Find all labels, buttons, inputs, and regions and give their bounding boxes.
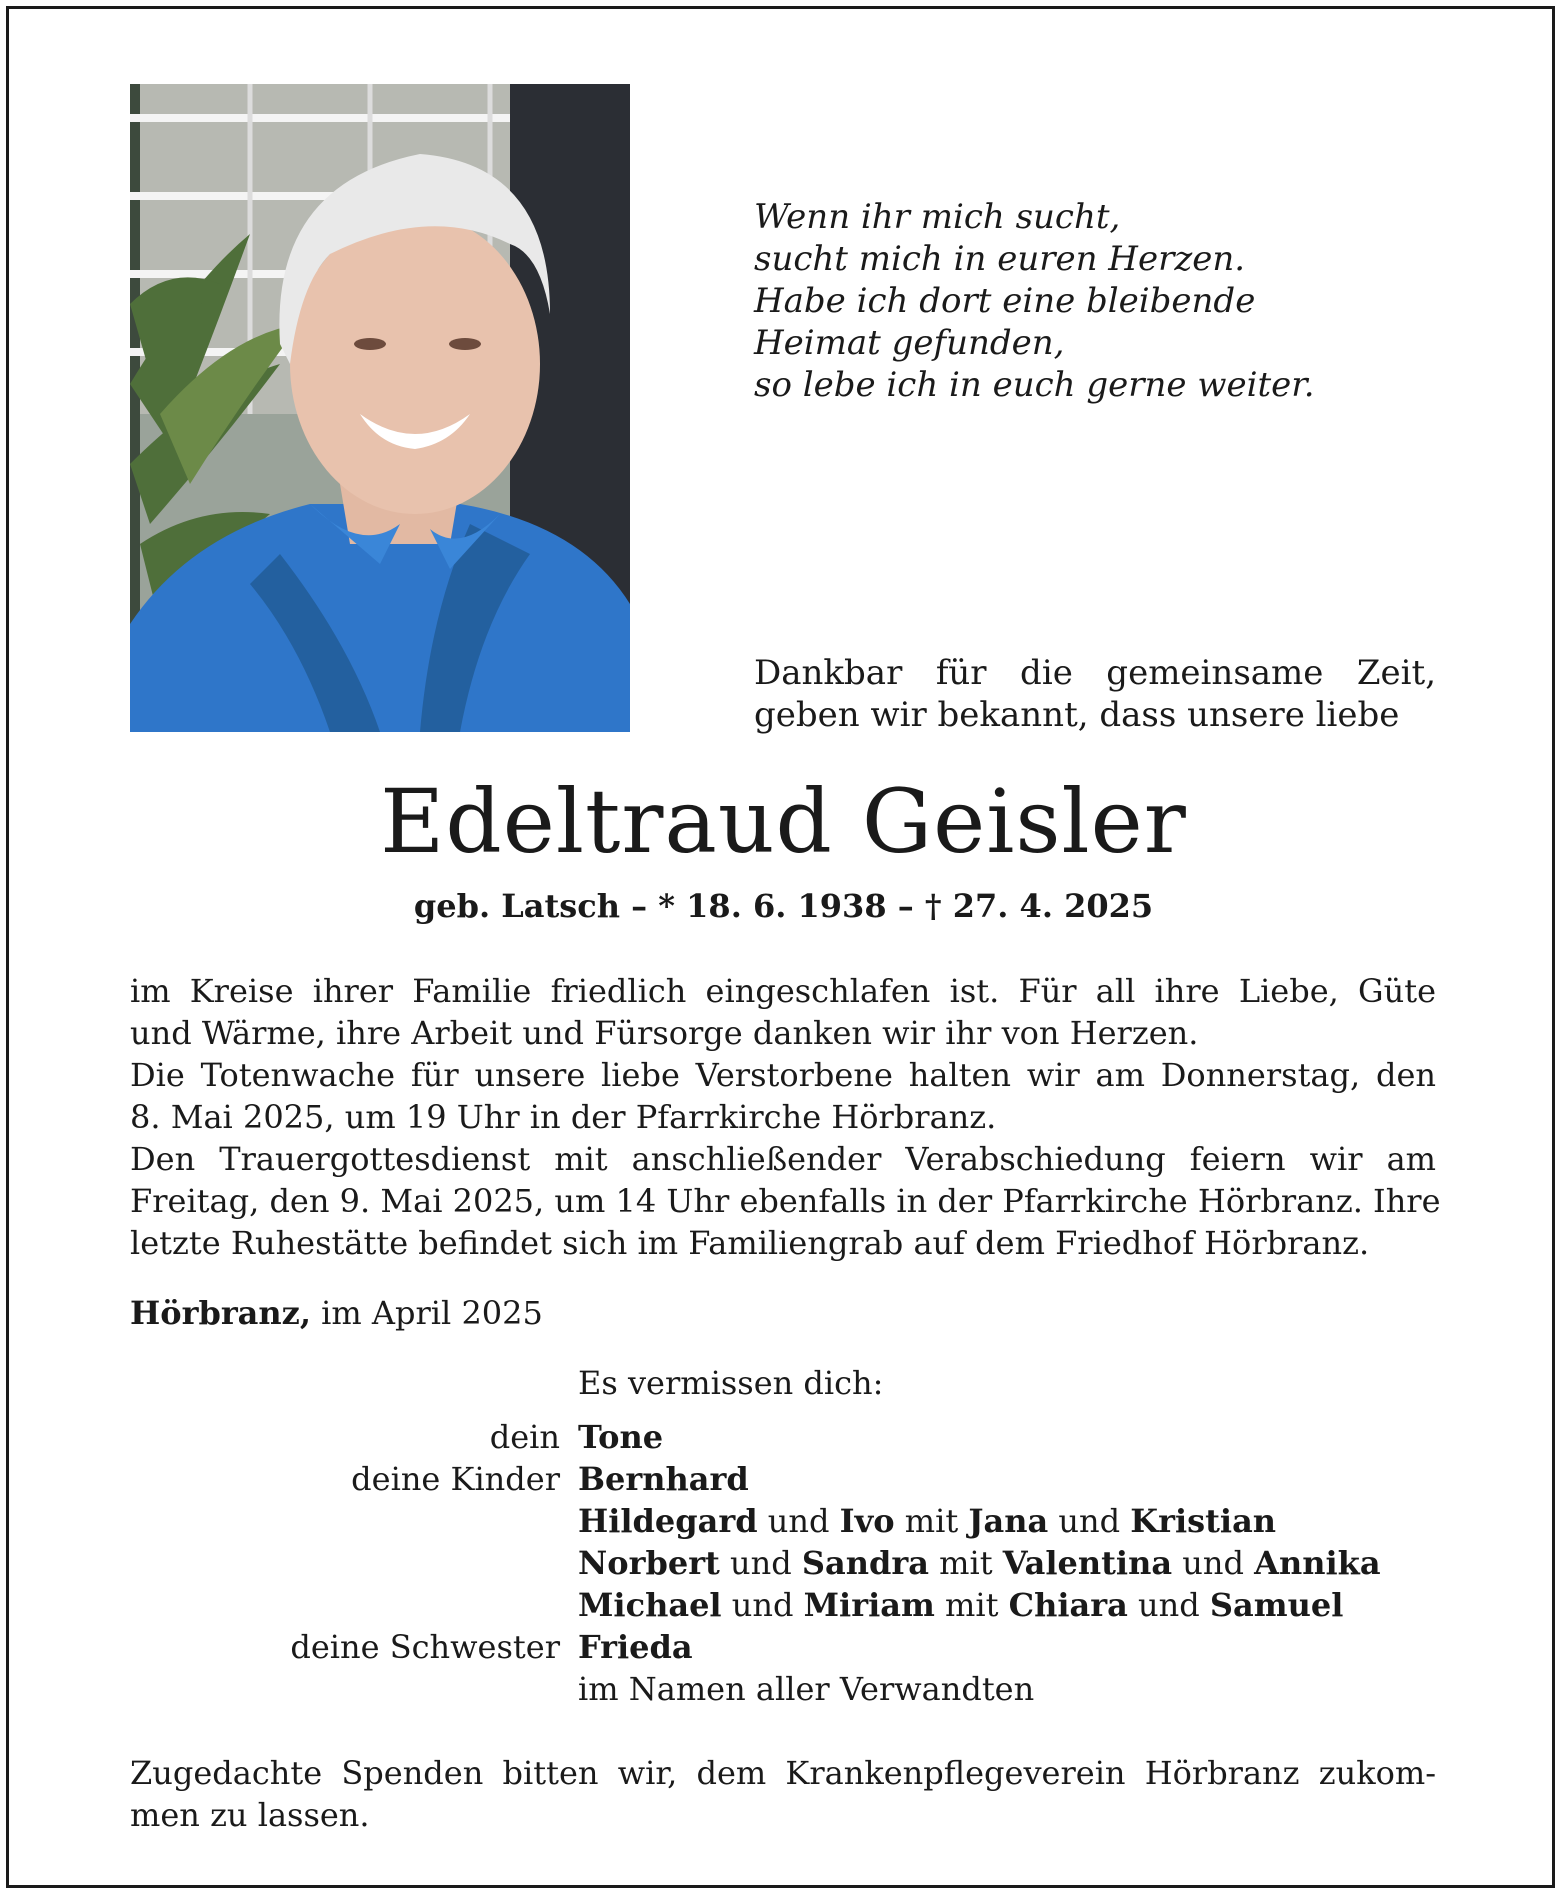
mourner-name: Sandra bbox=[801, 1544, 929, 1582]
mourner-name: Miriam bbox=[803, 1586, 935, 1624]
mourner-name: Norbert bbox=[578, 1544, 720, 1582]
body-line: und Wärme, ihre Arbeit und Fürsorge danken wir ihr von Herzen. bbox=[130, 1014, 1199, 1052]
deceased-name: Edeltraud Geisler bbox=[380, 770, 1187, 873]
mourner-name: Jana bbox=[968, 1502, 1049, 1540]
relation-label: deine Kinder bbox=[351, 1460, 560, 1498]
mourner-name: Samuel bbox=[1209, 1586, 1344, 1624]
mourner-name: Valentina bbox=[1002, 1544, 1173, 1582]
donation-line: Zugedachte Spenden bitten wir, dem Krankenpflegeverein Hörbranz zukom- bbox=[130, 1754, 1436, 1792]
mourners-heading: Es vermissen dich: bbox=[578, 1364, 884, 1402]
relation-label: deine Schwester bbox=[290, 1628, 560, 1666]
poem-line: Heimat gefunden, bbox=[754, 323, 1065, 363]
mourner-name: Frieda bbox=[578, 1628, 693, 1666]
poem bbox=[754, 196, 1474, 406]
poem-line: sucht mich in euren Herzen. bbox=[754, 239, 1246, 279]
portrait-photo bbox=[130, 84, 630, 732]
mourner-row bbox=[130, 1500, 1470, 1542]
mourner-name: Annika bbox=[1254, 1544, 1381, 1582]
body-line: Die Totenwache für unsere liebe Verstorbene halten wir am Donnerstag, den bbox=[130, 1056, 1436, 1094]
body-line: Freitag, den 9. Mai 2025, um 14 Uhr ebenfalls in der Pfarrkirche Hörbranz. Ihre bbox=[130, 1182, 1441, 1220]
intro-line: geben wir bekannt, dass unsere liebe bbox=[754, 695, 1400, 735]
mourner-name: Chiara bbox=[1008, 1586, 1128, 1624]
mourner-row bbox=[130, 1458, 1470, 1500]
mourner-row bbox=[130, 1542, 1470, 1584]
body-line: letzte Ruhestätte befindet sich im Familiengrab auf dem Friedhof Hörbranz. bbox=[130, 1224, 1370, 1262]
body-line: Den Trauergottesdienst mit anschließender Verabschiedung feiern wir am bbox=[130, 1140, 1436, 1178]
birth-death-dates: geb. Latsch – * 18. 6. 1938 – † 27. 4. 2025 bbox=[413, 887, 1154, 925]
announcement-body bbox=[130, 970, 1441, 1264]
body-line: im Kreise ihrer Familie friedlich eingeschlafen ist. Für all ihre Liebe, Güte bbox=[130, 972, 1436, 1010]
connector: und bbox=[757, 1502, 840, 1540]
place-date bbox=[130, 1292, 543, 1334]
relatives-note: im Namen aller Verwandten bbox=[578, 1670, 1035, 1708]
mourner-name: Kristian bbox=[1130, 1502, 1277, 1540]
mourner-row bbox=[130, 1584, 1470, 1626]
connector: mit bbox=[894, 1502, 969, 1540]
connector: und bbox=[1127, 1586, 1210, 1624]
mourner-name: Ivo bbox=[839, 1502, 895, 1540]
mourner-row bbox=[130, 1416, 1470, 1458]
connector: mit bbox=[928, 1544, 1003, 1582]
poem-line: so lebe ich in euch gerne weiter. bbox=[754, 365, 1315, 405]
mourner-name: Michael bbox=[578, 1586, 722, 1624]
mourner-name: Bernhard bbox=[578, 1460, 749, 1498]
mourner-name: Hildegard bbox=[578, 1502, 758, 1540]
connector: und bbox=[1172, 1544, 1255, 1582]
donation-note bbox=[130, 1752, 1436, 1836]
poem-line: Wenn ihr mich sucht, bbox=[754, 197, 1121, 237]
place-town: Hörbranz, bbox=[130, 1294, 311, 1332]
connector: mit bbox=[934, 1586, 1009, 1624]
poem-line: Habe ich dort eine bleibende bbox=[754, 281, 1256, 321]
connector: und bbox=[721, 1586, 804, 1624]
mourner-name: Tone bbox=[578, 1418, 664, 1456]
connector: und bbox=[1048, 1502, 1131, 1540]
relation-label: dein bbox=[489, 1418, 560, 1456]
intro-line: Dankbar für die gemeinsame Zeit, bbox=[754, 653, 1436, 693]
intro-text bbox=[754, 652, 1436, 736]
place-month: im April 2025 bbox=[310, 1294, 543, 1332]
donation-line: men zu lassen. bbox=[130, 1796, 370, 1834]
mourners-list bbox=[130, 1416, 1470, 1710]
mourner-row bbox=[130, 1668, 1470, 1710]
connector: und bbox=[719, 1544, 802, 1582]
body-line: 8. Mai 2025, um 19 Uhr in der Pfarrkirche Hörbranz. bbox=[130, 1098, 997, 1136]
mourner-row bbox=[130, 1626, 1470, 1668]
